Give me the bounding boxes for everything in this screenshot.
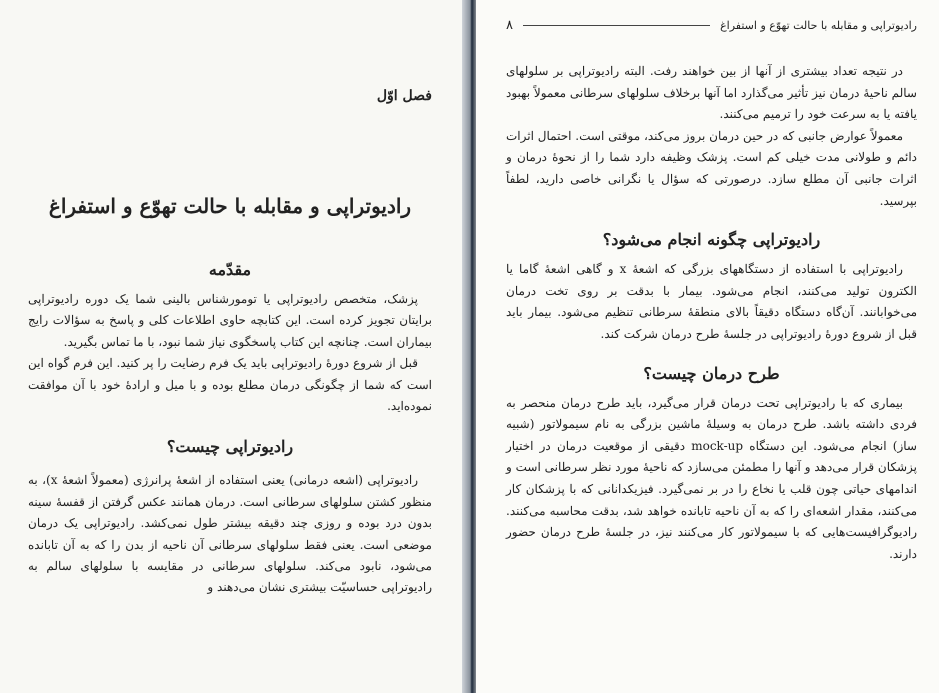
paragraph: بیماری که با رادیوتراپی تحت درمان قرار می‌گیرد، باید طرح درمان منحصر به فردی داشته باشد. طرح درمان به وسیلهٔ ماشین بزرگی به نام سیمولاتور (شبیه ساز) انجام می‌شود. این دستگاه mock-up دقیقی از موقعیت درمان در اختیار پزشکان قرار می‌دهد و آنها را مطمئن می‌سازد که ناحیهٔ مورد نظر سرطانی است و اندامهای حیاتی چون قلب یا نخاع را در بر نمی‌گیرد. فیزیکدانانی که با پزشکان کار می‌کنند، مقدار اشعه‌ای را که به آن ناحیه تابانده خواهد شد، بدقت محاسبه می‌کنند. رادیوگرافیست‌هایی که با سیمولاتور کار می‌کنند نیز، در جلسهٔ طرح درمان حضور دارند. (506, 395, 918, 561)
paragraph: پزشک، متخصص رادیوتراپی یا تومورشناس بالینی شما یک دوره رادیوتراپی برایتان تجویز کرده است. این کتابچه حاوی اطلاعات کلی و پاسخ به سؤالات رایج بیماران است. چنانچه این کتاب پاسخگوی نیاز شما نبود، با ما تماس بگیرید. (28, 292, 432, 349)
paragraph: رادیوتراپی با استفاده از دستگاههای بزرگی که اشعهٔ x و گاهی اشعهٔ گاما یا الکترون تولید می‌کنند، انجام می‌شود. بیمار با بدقت بر روی تخت درمان می‌خوابانند. آن‌گاه دستگاه دقیقاً بالای منطقهٔ سرطانی تنظیم می‌شود. بیمار باید قبل از شروع دورهٔ رادیوتراپی در جلسهٔ طرح درمان شرکت کند. (506, 262, 917, 341)
section-heading-how: رادیوتراپی چگونه انجام می‌شود؟ (602, 230, 821, 250)
section-heading-plan: طرح درمان چیست؟ (643, 363, 780, 383)
section-heading: رادیوتراپی چیست؟ (166, 437, 294, 457)
header-rule (523, 25, 710, 26)
chapter-label: فصل اوّل (376, 88, 432, 104)
right-page (476, 0, 939, 693)
left-page (0, 0, 466, 693)
intro-heading: مقدّمه (208, 260, 252, 279)
paragraph: در نتیجه تعداد بیشتری از آنها از بین خواهند رفت. البته رادیوتراپی بر سلولهای سالم ناحیهٔ درمان نیز تأثیر می‌گذارد اما آنها برخلاف سلولهای سرطانی معمولاً بهبود یافته یا به سرعت خود را ترمیم می‌کنند. (506, 64, 917, 122)
paragraph: معمولاً عوارض جانبی که در حین درمان بروز می‌کند، موقتی است. احتمال اثرات دائم و طولانی مدت خیلی کم است. پزشک وظیفه دارد شما را از نحوهٔ درمان و اثرات جانبی آن مطلع سازد. درصورتی که سؤال یا نگرانی خاصی دارید، لطفاً بپرسید. (506, 128, 917, 208)
page-number: ۸ (506, 18, 513, 33)
running-header (506, 18, 917, 33)
running-header-title: رادیوتراپی و مقابله با حالت تهوّع و استفراغ (720, 19, 917, 32)
chapter-title: رادیوتراپی و مقابله با حالت تهوّع و استفراغ (48, 194, 412, 218)
paragraph: رادیوتراپی (اشعه درمانی) یعنی استفاده از اشعهٔ پرانرژی (معمولاً اشعهٔ x)، به منظور کشتن سلولهای سرطانی است. درمان همانند عکس گرفتن از قفسهٔ سینه بدون درد بوده و روزی چند دقیقه بیشتر طول نمی‌کشد. رادیوتراپی یک درمان موضعی است. یعنی فقط سلولهای سرطانی آن ناحیه از بدن را که به آن تابانده می‌شود، نابود می‌کند. سلولهای سرطانی در مقایسه با سلولهای سالم به رادیوتراپی حساسیّت بیشتری نشان می‌دهند و (28, 473, 432, 595)
paragraph: قبل از شروع دورهٔ رادیوتراپی باید یک فرم رضایت را پر کنید. این فرم گواه این است که شما از چگونگی درمان مطلع بوده و با میل و ارادهٔ خود با آن موافقت نموده‌اید. (28, 356, 432, 414)
